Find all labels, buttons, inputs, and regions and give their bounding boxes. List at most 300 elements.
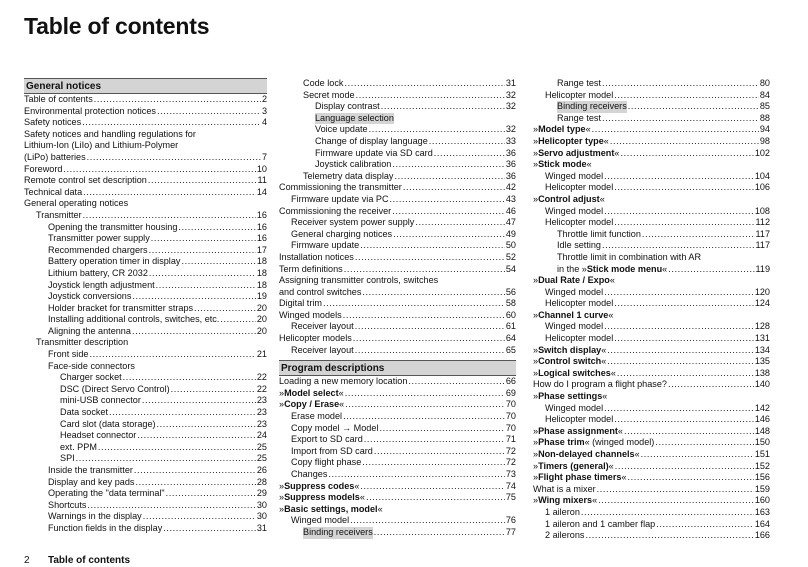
toc-entry-title: Operating the "data terminal" xyxy=(48,488,165,499)
toc-entry[interactable] xyxy=(24,198,267,210)
toc-entry-title: Firmware update via PC xyxy=(291,193,389,204)
toc-entry[interactable] xyxy=(24,453,267,465)
toc-entry-page: 106 xyxy=(754,182,770,193)
toc-entry[interactable] xyxy=(24,523,267,535)
toc-entry[interactable] xyxy=(279,78,516,90)
dot-leader xyxy=(134,465,256,477)
dot-leader xyxy=(604,171,754,183)
toc-entry-title: Technical data xyxy=(24,186,83,197)
toc-entry[interactable] xyxy=(279,159,516,171)
toc-entry-page: 17 xyxy=(256,244,267,255)
toc-entry-title: »Servo adjustment« xyxy=(533,147,620,158)
toc-entry-title: in the »Stick mode menu« xyxy=(557,263,668,274)
toc-entry[interactable] xyxy=(24,430,267,442)
toc-entry-page: 160 xyxy=(754,495,770,506)
toc-entry-page: 24 xyxy=(256,430,267,441)
toc-entry[interactable] xyxy=(279,388,516,400)
toc-entry-title: Copy flight phase xyxy=(291,457,362,468)
toc-entry-title: Joystick length adjustment xyxy=(48,279,155,290)
dot-leader xyxy=(98,442,256,454)
toc-entry[interactable] xyxy=(279,310,516,322)
toc-entry-page: 25 xyxy=(256,453,267,464)
toc-entry[interactable] xyxy=(533,113,770,125)
toc-entry[interactable] xyxy=(24,337,267,349)
toc-entry-page: 150 xyxy=(754,437,770,448)
dot-leader xyxy=(602,240,755,252)
toc-entry[interactable] xyxy=(279,376,516,388)
toc-entry-title: Display and key pads xyxy=(48,476,135,487)
toc-entry-title: Change of display language xyxy=(315,135,428,146)
dot-leader xyxy=(345,388,505,400)
toc-entry[interactable] xyxy=(24,314,267,326)
toc-entry[interactable] xyxy=(533,461,770,473)
toc-entry-title: Winged model xyxy=(545,170,604,181)
toc-entry[interactable] xyxy=(279,275,516,287)
toc-entry[interactable] xyxy=(279,457,516,469)
toc-entry-page: 2 xyxy=(261,94,267,104)
dot-leader xyxy=(614,414,754,426)
dot-leader xyxy=(360,481,504,493)
toc-entry-title: Erase model xyxy=(291,411,343,422)
toc-entry[interactable] xyxy=(533,321,770,333)
toc-entry[interactable] xyxy=(24,256,267,268)
dot-leader xyxy=(171,384,256,396)
toc-entry[interactable] xyxy=(24,129,267,141)
toc-entry-title: Winged models xyxy=(279,309,342,320)
toc-entry-page: 71 xyxy=(505,434,516,445)
dot-leader xyxy=(123,372,256,384)
toc-entry[interactable] xyxy=(24,94,267,106)
toc-entry-title: Installation notices xyxy=(279,251,354,262)
toc-entry[interactable] xyxy=(533,275,770,287)
toc-entry[interactable] xyxy=(279,321,516,333)
dot-leader xyxy=(604,206,754,218)
toc-entry[interactable] xyxy=(279,206,516,218)
dot-leader xyxy=(366,492,505,504)
toc-entry[interactable] xyxy=(533,472,770,484)
toc-entry-page: 70 xyxy=(505,411,516,422)
toc-entry[interactable] xyxy=(279,446,516,458)
toc-entry[interactable] xyxy=(279,287,516,299)
toc-entry[interactable] xyxy=(24,187,267,199)
toc-entry-title: »Control switch« xyxy=(533,356,607,367)
toc-entry-page: 20 xyxy=(256,325,267,336)
toc-entry-title: Joystick calibration xyxy=(315,159,392,170)
toc-entry[interactable] xyxy=(533,206,770,218)
toc-entry[interactable] xyxy=(533,124,770,136)
toc-entry-title: »Copy / Erase« xyxy=(279,399,345,410)
toc-column-2 xyxy=(279,78,516,539)
dot-leader xyxy=(628,472,754,484)
toc-entry[interactable] xyxy=(533,171,770,183)
toc-entry[interactable] xyxy=(533,90,770,102)
dot-leader xyxy=(149,268,256,280)
toc-entry[interactable] xyxy=(24,349,267,361)
toc-entry-page: 128 xyxy=(754,321,770,332)
toc-entry[interactable] xyxy=(24,291,267,303)
dot-leader xyxy=(355,252,505,264)
toc-entry-page: 58 xyxy=(505,298,516,309)
toc-entry[interactable] xyxy=(533,449,770,461)
toc-entry[interactable] xyxy=(533,148,770,160)
dot-leader xyxy=(83,210,256,222)
toc-entry-title: How do I program a flight phase? xyxy=(533,379,667,390)
toc-entry-page: 16 xyxy=(256,233,267,244)
toc-entry-title: Remote control set description xyxy=(24,175,147,186)
toc-entry[interactable] xyxy=(533,194,770,206)
toc-entry[interactable] xyxy=(533,414,770,426)
toc-entry-page: 18 xyxy=(256,256,267,267)
toc-entry-page: 4 xyxy=(261,117,267,128)
toc-entry[interactable] xyxy=(24,442,267,454)
toc-entry[interactable] xyxy=(24,395,267,407)
toc-entry-title: Export to SD card xyxy=(291,434,363,445)
toc-entry-page: 60 xyxy=(505,309,516,320)
toc-entry-page: 31 xyxy=(505,78,516,88)
toc-entry-title: Transmitter description xyxy=(36,337,129,348)
dot-leader xyxy=(602,113,759,125)
toc-entry[interactable] xyxy=(279,345,516,357)
toc-entry[interactable] xyxy=(533,484,770,496)
toc-entry-title: Helicopter model xyxy=(545,89,614,100)
toc-entry[interactable] xyxy=(533,298,770,310)
toc-entry-page: 152 xyxy=(754,460,770,471)
toc-entry-page: 42 xyxy=(505,182,516,193)
toc-entry[interactable] xyxy=(24,106,267,118)
page-title: Table of contents xyxy=(24,13,210,39)
dot-leader xyxy=(82,117,261,129)
toc-entry-title: Helicopter model xyxy=(545,217,614,228)
toc-entry-page: 25 xyxy=(256,441,267,452)
toc-entry-title: Commissioning the transmitter xyxy=(279,182,402,193)
toc-entry[interactable] xyxy=(24,384,267,396)
toc-entry[interactable] xyxy=(533,507,770,519)
dot-leader xyxy=(220,314,256,326)
toc-entry[interactable] xyxy=(24,361,267,373)
toc-entry[interactable] xyxy=(279,240,516,252)
toc-entry[interactable] xyxy=(279,333,516,345)
toc-entry[interactable] xyxy=(279,515,516,527)
toc-entry[interactable] xyxy=(533,217,770,229)
toc-entry[interactable] xyxy=(533,310,770,322)
toc-entry-title: »Non-delayed channels« xyxy=(533,449,640,459)
dot-leader xyxy=(344,264,505,276)
toc-entry[interactable] xyxy=(533,287,770,299)
dot-leader xyxy=(362,287,504,299)
toc-entry[interactable] xyxy=(24,222,267,234)
toc-entry[interactable] xyxy=(279,481,516,493)
toc-entry[interactable] xyxy=(279,229,516,241)
toc-entry[interactable] xyxy=(279,492,516,504)
toc-entry-title: Transmitter xyxy=(36,209,82,220)
toc-entry-title: »Flight phase timers« xyxy=(533,472,627,483)
dot-leader xyxy=(156,280,256,292)
dot-leader xyxy=(181,256,255,268)
dot-leader xyxy=(328,469,504,481)
toc-entry[interactable] xyxy=(533,182,770,194)
toc-entry[interactable] xyxy=(279,113,516,125)
toc-entry[interactable] xyxy=(279,90,516,102)
toc-entry-page: 43 xyxy=(505,193,516,204)
toc-entry[interactable] xyxy=(24,419,267,431)
toc-entry-page: 124 xyxy=(754,298,770,309)
toc-entry[interactable] xyxy=(279,124,516,136)
toc-entry-page: 72 xyxy=(505,445,516,456)
toc-entry-title: Recommended chargers xyxy=(48,244,148,255)
dot-leader xyxy=(615,461,754,473)
toc-entry-title: Range test xyxy=(557,78,601,88)
toc-entry-title: »Channel 1 curve« xyxy=(533,309,614,320)
toc-entry[interactable] xyxy=(533,530,770,542)
toc-entry-title: Holder bracket for transmitter straps xyxy=(48,302,194,313)
toc-entry-title: Front side xyxy=(48,349,89,360)
toc-entry[interactable] xyxy=(533,426,770,438)
toc-entry[interactable] xyxy=(279,527,516,539)
dot-leader xyxy=(345,399,505,411)
toc-entry-page: 163 xyxy=(754,506,770,517)
toc-entry[interactable] xyxy=(533,136,770,148)
dot-leader xyxy=(87,500,255,512)
toc-entry-page: 88 xyxy=(759,112,770,123)
toc-entry-title: mini-USB connector xyxy=(60,395,141,406)
toc-entry[interactable] xyxy=(279,411,516,423)
toc-entry[interactable] xyxy=(533,78,770,90)
toc-entry[interactable] xyxy=(533,229,770,241)
section-heading: Program descriptions xyxy=(279,360,516,376)
toc-entry[interactable] xyxy=(533,240,770,252)
footer-title: Table of contents xyxy=(48,555,131,566)
toc-entry-title: General charging notices xyxy=(291,228,393,239)
dot-leader xyxy=(624,426,754,438)
toc-entry-page: 135 xyxy=(754,356,770,367)
toc-entry[interactable] xyxy=(279,194,516,206)
toc-entry-title: Changes xyxy=(291,469,328,479)
dot-leader xyxy=(607,345,754,357)
footer-page-number: 2 xyxy=(24,555,30,566)
toc-entry-page: 77 xyxy=(505,526,516,537)
toc-entry-page: 164 xyxy=(754,518,770,529)
toc-entry-page: 36 xyxy=(505,170,516,181)
toc-entry-page: 117 xyxy=(755,228,770,239)
toc-entry[interactable] xyxy=(533,391,770,403)
toc-entry-title: Binding receivers xyxy=(557,101,627,112)
dot-leader xyxy=(614,298,754,310)
dot-leader xyxy=(343,310,505,322)
toc-entry[interactable] xyxy=(24,210,267,222)
toc-entry-title: Helicopter model xyxy=(545,298,614,309)
toc-entry[interactable] xyxy=(279,399,516,411)
dot-leader xyxy=(655,437,753,449)
toc-entry[interactable] xyxy=(533,101,770,113)
toc-entry-page: 47 xyxy=(505,217,516,228)
toc-entry[interactable] xyxy=(24,175,267,187)
dot-leader xyxy=(87,152,261,164)
toc-entry[interactable] xyxy=(533,403,770,415)
dot-leader xyxy=(429,136,505,148)
toc-entry[interactable] xyxy=(533,264,770,276)
toc-entry-page: 30 xyxy=(256,499,267,510)
toc-entry-title: Firmware update xyxy=(291,240,360,251)
dot-leader xyxy=(641,449,754,461)
toc-entry-page: 21 xyxy=(256,349,267,360)
toc-entry[interactable] xyxy=(279,217,516,229)
dot-leader xyxy=(353,333,505,345)
toc-entry[interactable] xyxy=(24,303,267,315)
toc-entry[interactable] xyxy=(533,495,770,507)
toc-entry-page: 138 xyxy=(754,367,770,378)
toc-entry-page: 29 xyxy=(256,488,267,499)
toc-entry-title: Table of contents xyxy=(24,94,93,104)
dot-leader xyxy=(393,229,505,241)
toc-entry-title: Helicopter model xyxy=(545,182,614,193)
toc-entry-page: 148 xyxy=(754,425,770,436)
toc-entry-title: »Phase settings« xyxy=(533,391,608,402)
toc-entry-title: »Logical switches« xyxy=(533,367,616,378)
toc-entry[interactable] xyxy=(24,488,267,500)
toc-entry-title: Loading a new memory location xyxy=(279,376,408,387)
toc-entry-title: Copy model → Model xyxy=(291,422,379,433)
toc-entry[interactable] xyxy=(24,477,267,489)
dot-leader xyxy=(132,291,255,303)
toc-entry[interactable] xyxy=(24,280,267,292)
toc-entry[interactable] xyxy=(533,252,770,264)
toc-entry[interactable] xyxy=(533,437,770,449)
toc-entry-title: Data socket xyxy=(60,407,109,418)
toc-entry[interactable] xyxy=(24,152,267,164)
toc-entry-page: 108 xyxy=(754,205,770,216)
toc-entry-page: 73 xyxy=(505,469,516,479)
toc-entry[interactable] xyxy=(279,136,516,148)
toc-entry-page: 151 xyxy=(754,449,770,459)
toc-entry-page: 75 xyxy=(505,492,516,503)
dot-leader xyxy=(592,124,759,136)
dot-leader xyxy=(668,379,754,391)
toc-entry[interactable] xyxy=(533,519,770,531)
toc-entry-page: 36 xyxy=(505,159,516,170)
toc-entry-title: Opening the transmitter housing xyxy=(48,221,178,232)
toc-entry-page: 3 xyxy=(261,105,267,116)
toc-entry-title: SPI xyxy=(60,453,75,464)
toc-entry[interactable] xyxy=(279,469,516,481)
toc-entry-title: Winged model xyxy=(545,205,604,216)
toc-entry[interactable] xyxy=(279,423,516,435)
dot-leader xyxy=(408,376,504,388)
dot-leader xyxy=(415,217,505,229)
toc-entry-title: »Model type« xyxy=(533,124,591,135)
toc-entry-page: 94 xyxy=(759,124,770,135)
dot-leader xyxy=(381,101,505,113)
dot-leader xyxy=(581,507,754,519)
toc-entry[interactable] xyxy=(24,372,267,384)
dot-leader xyxy=(369,124,505,136)
toc-entry[interactable] xyxy=(533,345,770,357)
dot-leader xyxy=(344,78,504,90)
dot-leader xyxy=(148,175,257,187)
toc-entry[interactable] xyxy=(24,511,267,523)
dot-leader xyxy=(392,206,505,218)
dot-leader xyxy=(617,368,754,380)
toc-entry[interactable] xyxy=(24,500,267,512)
toc-entry-page: 104 xyxy=(754,170,770,181)
dot-leader xyxy=(178,222,255,234)
toc-column-3 xyxy=(533,78,770,542)
toc-entry-title: Voice update xyxy=(315,124,368,135)
dot-leader xyxy=(76,453,256,465)
toc-entry[interactable] xyxy=(279,101,516,113)
toc-entry[interactable] xyxy=(24,465,267,477)
toc-entry-title: General operating notices xyxy=(24,198,129,209)
toc-entry[interactable] xyxy=(24,268,267,280)
toc-entry[interactable] xyxy=(533,379,770,391)
toc-entry-page: 20 xyxy=(256,314,267,325)
toc-entry[interactable] xyxy=(24,233,267,245)
toc-entry-page: 70 xyxy=(505,399,516,410)
toc-entry-title: Term definitions xyxy=(279,263,343,274)
toc-entry-title: Inside the transmitter xyxy=(48,465,133,475)
dot-leader xyxy=(355,321,505,333)
dot-leader xyxy=(364,434,505,446)
toc-entry[interactable] xyxy=(533,159,770,171)
dot-leader xyxy=(157,106,261,118)
dot-leader xyxy=(343,411,505,423)
toc-entry[interactable] xyxy=(24,164,267,176)
toc-entry-page: 117 xyxy=(755,240,770,251)
toc-entry[interactable] xyxy=(279,504,516,516)
toc-entry[interactable] xyxy=(24,245,267,257)
toc-entry-title: »Wing mixers« xyxy=(533,495,598,506)
toc-entry-title: Range test xyxy=(557,112,601,123)
toc-entry-title: Digital trim xyxy=(279,298,322,309)
toc-entry[interactable] xyxy=(279,264,516,276)
toc-entry-page: 23 xyxy=(256,395,267,406)
dot-leader xyxy=(610,136,759,148)
toc-entry[interactable] xyxy=(24,117,267,129)
toc-entry[interactable] xyxy=(24,140,267,152)
toc-entry-title: »Helicopter type« xyxy=(533,135,609,146)
toc-entry-title: Foreword xyxy=(24,163,63,174)
dot-leader xyxy=(135,477,255,489)
toc-entry[interactable] xyxy=(279,434,516,446)
toc-entry[interactable] xyxy=(279,182,516,194)
toc-entry[interactable] xyxy=(279,252,516,264)
toc-entry-page: 166 xyxy=(754,530,770,541)
toc-entry[interactable] xyxy=(279,171,516,183)
dot-leader xyxy=(355,345,505,357)
toc-entry[interactable] xyxy=(533,356,770,368)
dot-leader xyxy=(628,101,759,113)
toc-entry[interactable] xyxy=(279,298,516,310)
toc-entry-page: 28 xyxy=(256,476,267,487)
toc-entry-title: »Phase assignment« xyxy=(533,425,623,436)
dot-leader xyxy=(434,148,505,160)
toc-entry[interactable] xyxy=(533,333,770,345)
toc-entry-page: 52 xyxy=(505,251,516,262)
toc-entry[interactable] xyxy=(24,326,267,338)
toc-entry-page: 159 xyxy=(754,483,770,494)
toc-entry-title: What is a mixer xyxy=(533,483,596,494)
toc-entry[interactable] xyxy=(24,407,267,419)
toc-entry-title: Code lock xyxy=(303,78,344,88)
toc-entry-page: 112 xyxy=(755,217,770,228)
toc-entry-page: 56 xyxy=(505,286,516,297)
toc-entry-title: and control switches xyxy=(279,286,362,297)
toc-entry-page: 64 xyxy=(505,333,516,344)
toc-entry-title: Aligning the antenna xyxy=(48,325,131,336)
toc-entry[interactable] xyxy=(279,148,516,160)
toc-entry-page: 18 xyxy=(256,267,267,278)
toc-entry-title: Card slot (data storage) xyxy=(60,418,156,429)
toc-entry[interactable] xyxy=(533,368,770,380)
